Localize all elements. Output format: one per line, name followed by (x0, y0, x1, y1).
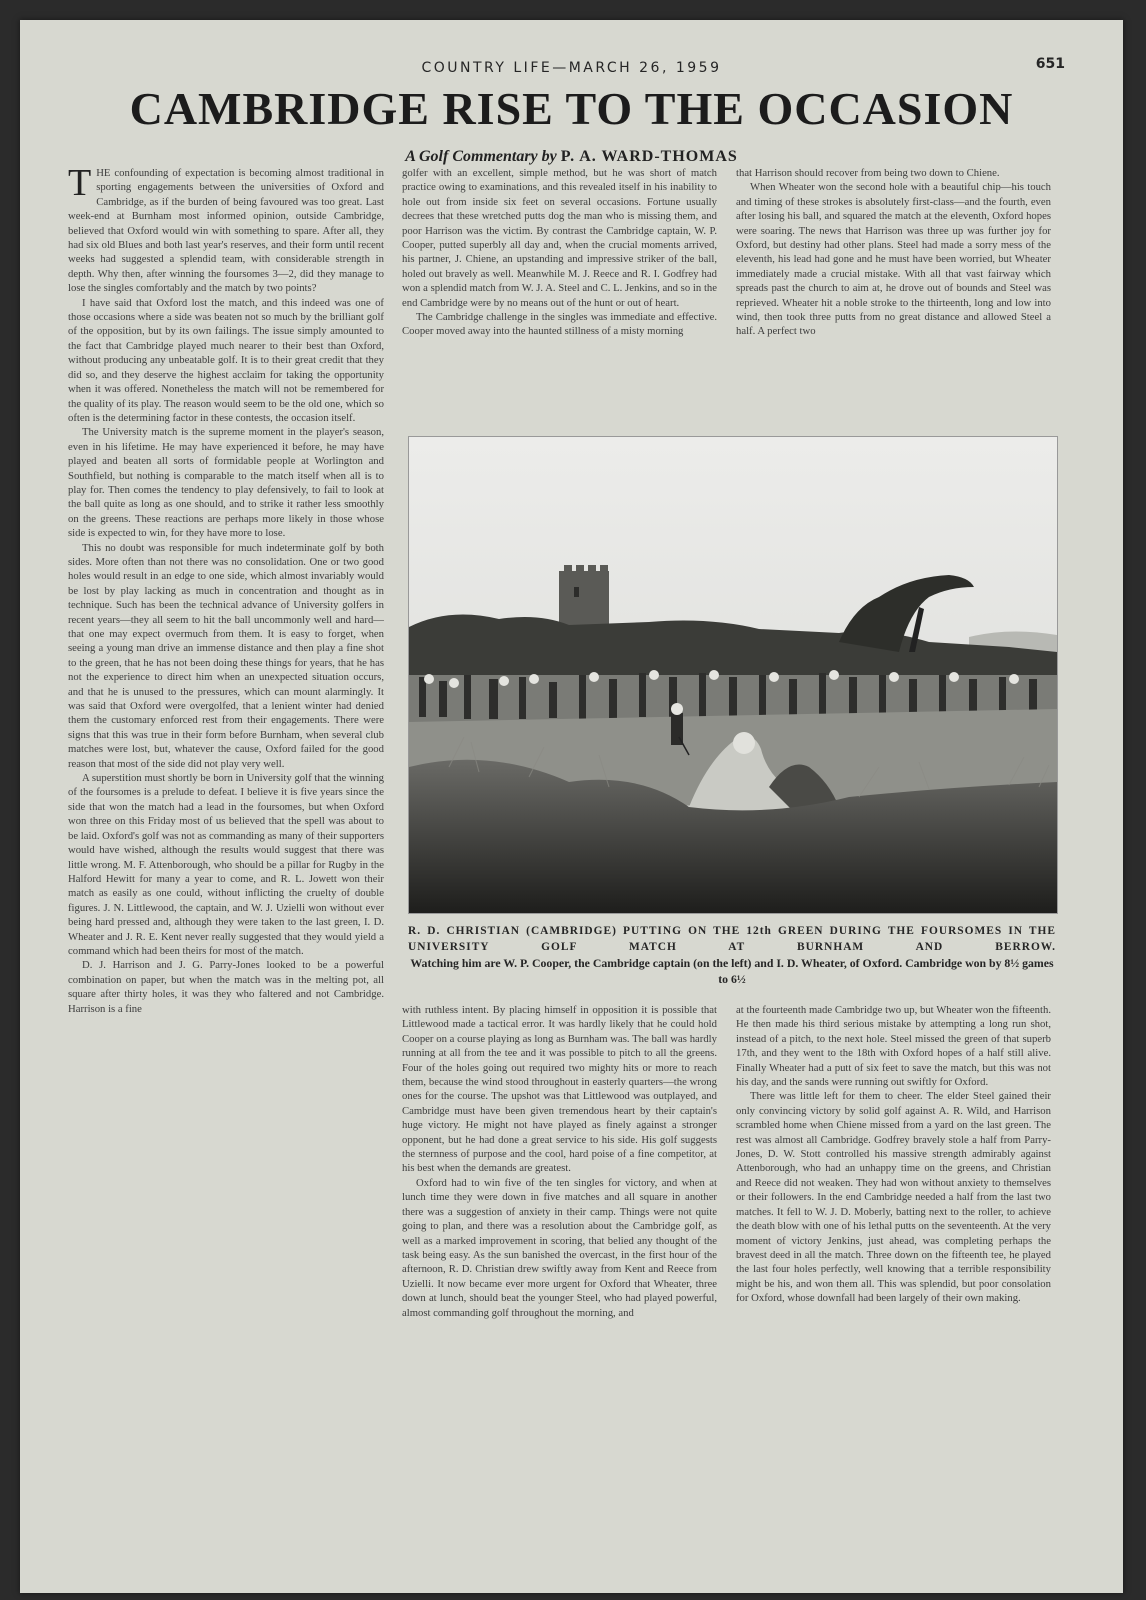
running-head: COUNTRY LIFE—MARCH 26, 1959 (421, 60, 722, 76)
paragraph: with ruthless intent. By placing himself in opposition it is possible that Littlewood made a tactical error. It was hardly likely that he could hold Cooper on a course playing as long as Burnham was. The ball was hardly running at all from the tee and it was possible to pitch to all the greens. Four of the holes going out required two mighty hits or more to reach them, because the wind stood throughout in easterly quarters—the wrong ones for the course. The upshot was that Littlewood was outplayed, and Cambridge must have been given tremendous heart by their captain's huge victory. He might not have played as finely against a stronger opponent, but he had done a great service to his side. His golf suggests the sternness of purpose and the cool, hard poise of a fine competitor, at his best when the demands are greatest. (402, 1004, 717, 1175)
paragraph: that Harrison should recover from being two down to Chiene. (736, 167, 1000, 179)
paragraph: D. J. Harrison and J. G. Parry-Jones looked to be a powerful combination on paper, but when the match was in the melting pot, all square after thirty holes, it was they who faltered and not Cambridge. Harrison is a fine (68, 959, 384, 1015)
headline: CAMBRIDGE RISE TO THE OCCASION (129, 83, 1014, 134)
paragraph: golfer with an excellent, simple method, but he was short of match practice owing to examinations, and this revealed itself in his inability to hole out from inside six feet on several occasions. Fortune usually decrees that these wretched putts dog the man who is missing them, and poor Harrison was the victim. By contrast the Cambridge captain, W. P. Cooper, putted superbly all day and, when the crucial moments arrived, his partner, J. Chiene, an upstanding and impressive striker of the ball, holed out bravely as well. Meanwhile M. J. Reece and R. I. Godfrey had won a splendid match from W. J. A. Steel and C. L. Jenkins, and so in the end Cambridge were by no means out of the hunt or out of heart. (402, 167, 717, 309)
paragraph: Oxford had to win five of the ten singles for victory, and when at lunch time they were down in five matches and all square in another there was a suggestion of anxiety in their camp. Things were not quite going to plan, and there was a resolution about the Cambridge golf, as well as a marked improvement in scoring, that belied any thought of the task being easy. As the sun banished the overcast, in the first hour of the afternoon, R. D. Christian drew swiftly away from Kent and Reece from Uzielli. It now became ever more urgent for Oxford that Wheater, three down at lunch, should beat the younger Steel, who had played powerful, almost commanding golf throughout the morning, and (402, 1176, 717, 1319)
byline (20, 148, 1123, 166)
article-column-3-bottom (736, 1003, 1051, 1523)
paragraph: at the fourteenth made Cambridge two up, but Wheater won the fifteenth. He then made his third serious mistake by attempting a long run shot, instead of a pitch, to the next hole. Steel missed the green of that superb 17th, and they went to the 18th with Oxford hopes of a half still alive. Finally Wheater had a putt of six feet to save the match, but this was not his day, and the sands were running out swiftly for Oxford. (736, 1004, 1051, 1089)
paragraph: The University match is the supreme moment in the player's season, even in his lifetime. He may have experienced it before, he may have played and beaten all sorts of formidable people at Worlington and Southfield, but nothing is comparable to the match itself when all is to play for. Then comes the tendency to play defensively, to fail to look at the ball quite as long as one should, and to strike it rather less smoothly on the greens. These reactions are perhaps more likely in those whose side is expected to win, for they have more to lose. (68, 426, 384, 540)
article-column-1 (68, 166, 384, 1518)
paragraph: There was little left for them to cheer. The elder Steel gained their only convincing victory by solid golf against A. R. Wild, and Harrison scrambled home when Chiene missed from a yard on the last green. The rest was almost all Cambridge. Godfrey bravely stole a half from Parry-Jones, D. W. Stott controlled his massive strength admirably against Attenborough, who had an unhappy time on the greens, and Christian and Reece did not weaken. They had won without anxiety to themselves or their followers. In the end Cambridge needed a half from the last two matches. It fell to W. J. D. Moberly, batting next to the roller, to achieve the death blow with one of his lethal putts on the seventeenth. At the very moment of victory Jenkins, just ahead, was completing perhaps the bravest deed in all the match. Three down on the fifteenth tee, he played the last four holes perfectly, well knowing that a terrible responsibility might be his, and won them all. This was splendid, but poor consolation for Oxford, whose downfall had been largely of their own making. (736, 1090, 1051, 1305)
paragraph: The Cambridge challenge in the singles was immediate and effective. Cooper moved away into the haunted stillness of a misty morning (402, 311, 717, 338)
photo-caption (408, 923, 1056, 987)
paragraph: When Wheater won the second hole with a beautiful chip—his touch and timing of these strokes is absolutely first-class—and the fourth, even after losing his ball, and squared the match at the eleventh, Oxford hopes were soaring. The news that Harrison was three up was further joy for Oxford, but destiny had other plans. Steel had made a sorry mess of the eleventh, his lead had gone and he must have been worried, but Wheater immediately made a crucial mistake. With all that vast fairway which spreads past the church to aim at, he drove out of bounds and Steel was reprieved. Wheater hit a noble stroke to the thirteenth, long and low into wind, then took three putts from no great distance and allowed Steel a half. A perfect two (736, 181, 1051, 338)
paragraph: A superstition must shortly be born in University golf that the winning of the foursomes is a prelude to defeat. I believe it is five years since the side that won the match had a lead in the foursomes, but when Oxford won three on this Friday most of us believed that the spell was about to be laid. Oxford's golf was not as commanding as many of their supporters would have wished, although the results would suggest that there was little wrong. M. F. Attenborough, who should be a pillar for Rugby in the Halford Hewitt for many a year to come, and R. L. Jowett won their match as easily as one could, without inflicting the cruelty of double figures. J. N. Littlewood, the captain, and W. J. Uzielli won without ever being hard pressed and, although they were taken to the last green, I. D. Wheater and J. R. E. Kent never really suggested that they would yield a command which had been theirs for most of the match. (68, 772, 384, 957)
caption-line-2: Watching him are W. P. Cooper, the Cambridge captain (on the left) and I. D. Wheater, of Oxford. Cambridge won by 8½ games to 6½ (410, 956, 1054, 986)
paragraph: THE confounding of expectation is becoming almost traditional in sporting engagements between the universities of Oxford and Cambridge, as if the burden of being favoured was too great. Last week-end at Burnham most informed opinion, outside Cambridge, believed that Oxford would win with something to spare. After all, they had six old Blues and both last year's reserves, and their form until recent weeks had suggested a splendid team, with considerable strength in depth. Why then, after winning the foursomes 3—2, did they manage to lose the singles comfortably and the match by two points? (68, 166, 384, 295)
page-number: 651 (1035, 56, 1065, 72)
golf-green-photograph (408, 436, 1058, 914)
byline-author: P. A. WARD-THOMAS (560, 148, 738, 165)
magazine-page (20, 20, 1123, 1593)
article-column-3-top (736, 166, 1051, 428)
article-column-2-bottom (402, 1003, 717, 1523)
byline-by: by (541, 148, 557, 165)
byline-kicker: A Golf Commentary (405, 148, 538, 165)
drop-cap: T (68, 166, 92, 204)
paragraph: This no doubt was responsible for much indeterminate golf by both sides. More often than not there was no consolidation. One or two good holes would result in an edge to one side, which almost invariably would be lost by play lacking as much in concentration and thought as in technique. Such has been the technical advance of University golfers in recent years—they all seem to hit the ball uncommonly well and hard—that one may expect overmuch from them. It is easy to forget, when seeing a young man drive an immense distance and then play a fine shot to the green, that he has not been doing these things for years, that he has not the experience to direct him when an unexpected situation occurs, and that he is unused to the pressures, which can mount alarmingly. It was said that Oxford were overgolfed, that a lenient winter had denied them the customary enforced rest from their engagements. There were signs that this was true in their form before Burnham, when several club matches were lost, but, whatever the cause, Oxford failed for the good reason that most of the side did not play very well. (68, 541, 384, 770)
article-column-2-top (402, 166, 717, 428)
paragraph: I have said that Oxford lost the match, and this indeed was one of those occasions where a side was beaten not so much by the brilliant golf of the opposition, but by its own failings. The issue simply amounted to the fact that Cambridge played much nearer to their best than Oxford, without producing any unbeatable golf. It is to their great credit that they did so, and they deserve the highest acclaim for taking the opportunity when it was offered. Nonetheless the match will not be remembered for the quality of its play. The reason would seem to be the old one, which so often is the determining factor in these contests, the occasion itself. (68, 296, 384, 424)
caption-line-1: R. D. CHRISTIAN (CAMBRIDGE) PUTTING ON THE 12th GREEN DURING THE FOURSOMES IN THE UNIVERSITY GOLF MATCH AT BURNHAM AND BERROW. (408, 925, 1056, 953)
